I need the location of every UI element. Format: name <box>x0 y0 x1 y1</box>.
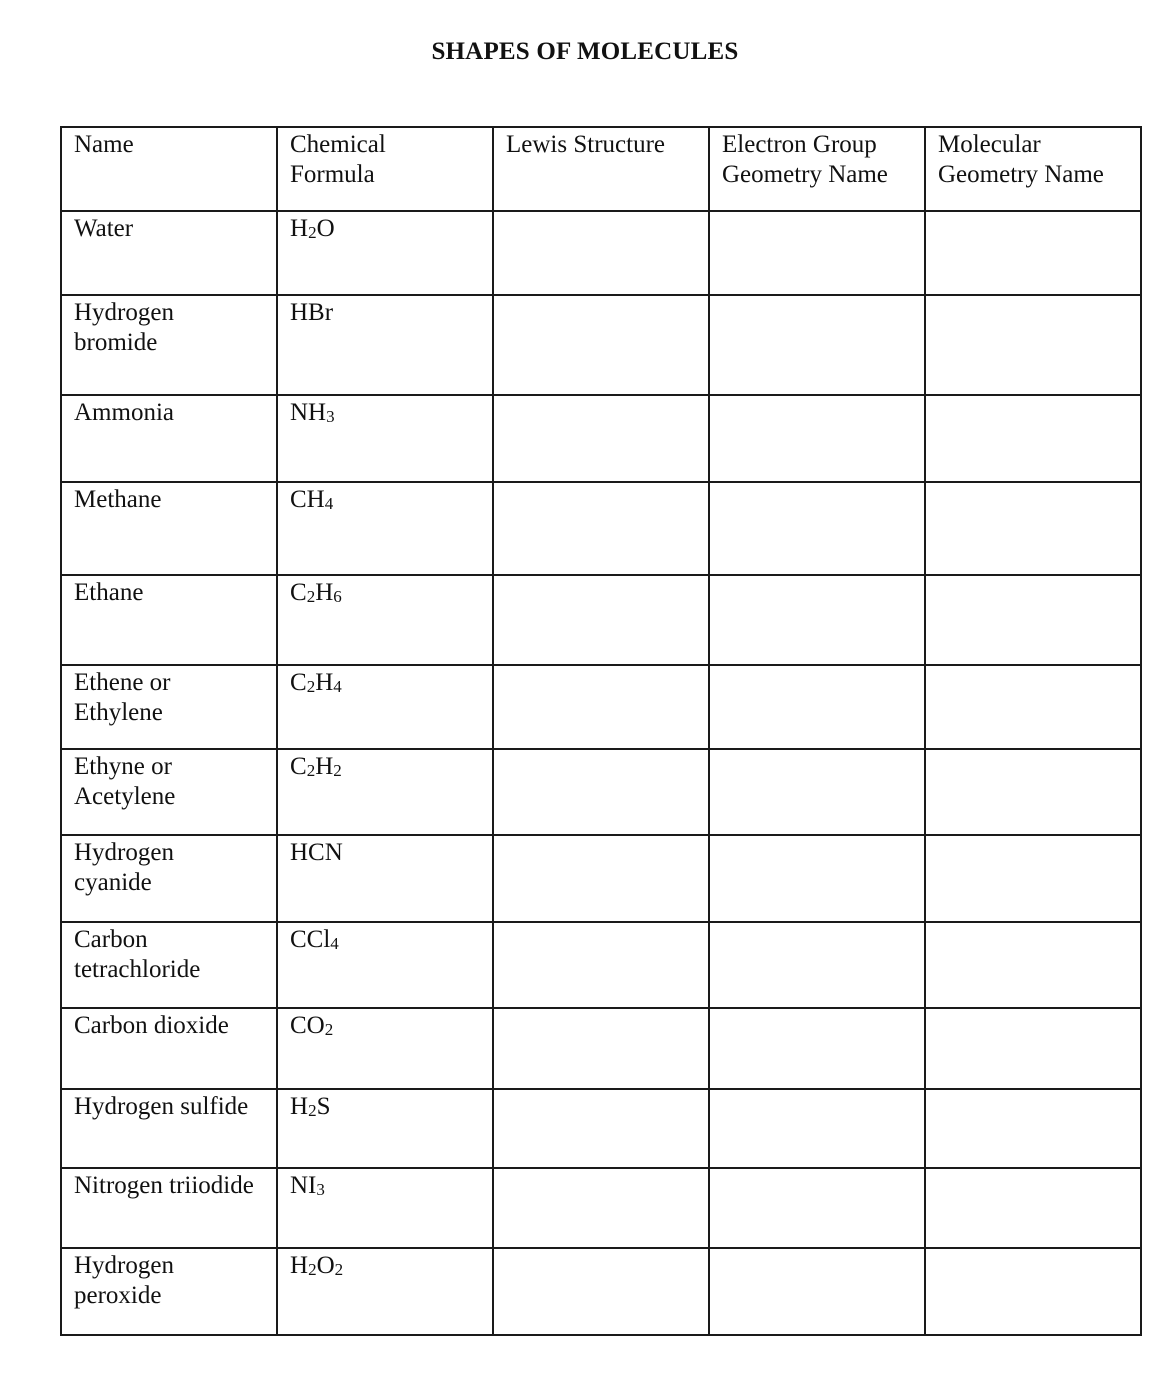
name-line2: peroxide <box>74 1282 162 1309</box>
molecules-table <box>60 126 1142 1336</box>
cell-formula <box>277 835 493 922</box>
cell-electron-geometry[interactable] <box>709 1008 925 1089</box>
cell-formula <box>277 295 493 395</box>
header-electron-line2: Geometry Name <box>722 161 888 188</box>
cell-electron-geometry[interactable] <box>709 482 925 575</box>
cell-name <box>61 575 277 665</box>
formula-symbol: CCl <box>290 926 331 953</box>
cell-name <box>61 749 277 835</box>
header-lewis-structure <box>493 127 709 211</box>
formula-subscript: 3 <box>326 407 335 426</box>
header-row <box>61 127 1141 211</box>
cell-formula <box>277 211 493 295</box>
formula-symbol: H <box>290 1093 309 1120</box>
header-name <box>61 127 277 211</box>
table-row <box>61 482 1141 575</box>
name-line1: Water <box>74 215 134 242</box>
formula-subscript: 2 <box>308 223 317 242</box>
cell-formula <box>277 575 493 665</box>
cell-name <box>61 395 277 482</box>
cell-molecular-geometry[interactable] <box>925 211 1141 295</box>
cell-molecular-geometry[interactable] <box>925 575 1141 665</box>
name-line1: Ethene or <box>74 669 171 696</box>
formula-symbol: O <box>316 1252 335 1279</box>
formula-symbol: H <box>315 579 334 606</box>
cell-lewis-structure[interactable] <box>493 1089 709 1168</box>
table-row <box>61 749 1141 835</box>
cell-electron-geometry[interactable] <box>709 211 925 295</box>
formula-symbol: H <box>315 669 334 696</box>
table-row <box>61 835 1141 922</box>
cell-lewis-structure[interactable] <box>493 482 709 575</box>
cell-formula <box>277 482 493 575</box>
cell-lewis-structure[interactable] <box>493 922 709 1008</box>
cell-electron-geometry[interactable] <box>709 395 925 482</box>
cell-lewis-structure[interactable] <box>493 575 709 665</box>
table-row <box>61 575 1141 665</box>
cell-name <box>61 295 277 395</box>
cell-electron-geometry[interactable] <box>709 749 925 835</box>
formula-subscript: 3 <box>316 1180 325 1199</box>
cell-name <box>61 1089 277 1168</box>
table-row <box>61 1168 1141 1248</box>
formula-subscript: 4 <box>333 677 342 696</box>
cell-formula <box>277 1089 493 1168</box>
cell-formula <box>277 1008 493 1089</box>
header-electron-line1: Electron Group <box>722 131 877 158</box>
formula-subscript: 2 <box>306 677 316 696</box>
name-line2: bromide <box>74 329 158 356</box>
table-row <box>61 665 1141 749</box>
cell-formula <box>277 395 493 482</box>
formula-subscript: 2 <box>333 761 342 780</box>
cell-molecular-geometry[interactable] <box>925 1168 1141 1248</box>
page-title: SHAPES OF MOLECULES <box>431 38 739 65</box>
formula-subscript: 2 <box>306 761 316 780</box>
header-molecular-line1: Molecular <box>938 131 1041 158</box>
cell-lewis-structure[interactable] <box>493 1248 709 1335</box>
cell-lewis-structure[interactable] <box>493 665 709 749</box>
formula-symbol: H <box>315 753 334 780</box>
formula-subscript: 2 <box>306 587 316 606</box>
formula-symbol: O <box>316 215 335 242</box>
name-line1: Hydrogen <box>74 839 174 866</box>
formula-symbol: CH <box>290 486 325 513</box>
cell-formula <box>277 749 493 835</box>
cell-lewis-structure[interactable] <box>493 395 709 482</box>
cell-name <box>61 482 277 575</box>
cell-formula <box>277 922 493 1008</box>
table-row <box>61 211 1141 295</box>
cell-name <box>61 1248 277 1335</box>
cell-name <box>61 1168 277 1248</box>
cell-name <box>61 835 277 922</box>
name-line2: Ethylene <box>74 699 163 726</box>
table-row <box>61 395 1141 482</box>
name-line1: Methane <box>74 486 162 513</box>
cell-lewis-structure[interactable] <box>493 1168 709 1248</box>
name-line1: Hydrogen <box>74 299 174 326</box>
cell-electron-geometry[interactable] <box>709 575 925 665</box>
table-row <box>61 1008 1141 1089</box>
formula-subscript: 2 <box>308 1260 317 1279</box>
cell-electron-geometry[interactable] <box>709 1168 925 1248</box>
formula-symbol: NI <box>290 1172 317 1199</box>
table-row <box>61 295 1141 395</box>
cell-lewis-structure[interactable] <box>493 835 709 922</box>
cell-molecular-geometry[interactable] <box>925 482 1141 575</box>
cell-molecular-geometry[interactable] <box>925 922 1141 1008</box>
name-line1: Hydrogen sulfide <box>74 1093 249 1120</box>
cell-lewis-structure[interactable] <box>493 1008 709 1089</box>
cell-molecular-geometry[interactable] <box>925 395 1141 482</box>
name-line1: Ethane <box>74 579 144 606</box>
cell-name <box>61 1008 277 1089</box>
cell-molecular-geometry[interactable] <box>925 835 1141 922</box>
header-molecular-geometry <box>925 127 1141 211</box>
formula-symbol: HCN <box>290 839 343 866</box>
formula-subscript: 2 <box>324 1020 334 1039</box>
table-row <box>61 1248 1141 1335</box>
header-formula-line2: Formula <box>290 161 375 188</box>
formula-symbol: H <box>290 1252 309 1279</box>
formula-symbol: HBr <box>290 299 334 326</box>
cell-name <box>61 211 277 295</box>
name-line1: Carbon <box>74 926 148 953</box>
name-line2: Acetylene <box>74 783 176 810</box>
table-row <box>61 1089 1141 1168</box>
header-name-line1: Name <box>74 131 134 158</box>
cell-molecular-geometry[interactable] <box>925 749 1141 835</box>
name-line1: Nitrogen triiodide <box>74 1172 254 1199</box>
cell-electron-geometry[interactable] <box>709 295 925 395</box>
formula-subscript: 4 <box>324 494 334 513</box>
formula-symbol: C <box>290 579 307 606</box>
name-line1: Ethyne or <box>74 753 172 780</box>
name-line1: Carbon dioxide <box>74 1012 229 1039</box>
name-line2: cyanide <box>74 869 152 896</box>
cell-electron-geometry[interactable] <box>709 922 925 1008</box>
cell-name <box>61 922 277 1008</box>
cell-electron-geometry[interactable] <box>709 1089 925 1168</box>
formula-subscript: 4 <box>330 934 339 953</box>
cell-molecular-geometry[interactable] <box>925 295 1141 395</box>
cell-formula <box>277 1248 493 1335</box>
header-molecular-line2: Geometry Name <box>938 161 1104 188</box>
cell-molecular-geometry[interactable] <box>925 665 1141 749</box>
cell-formula <box>277 665 493 749</box>
cell-lewis-structure[interactable] <box>493 749 709 835</box>
header-formula-line1: Chemical <box>290 131 386 158</box>
formula-symbol: CO <box>290 1012 325 1039</box>
cell-molecular-geometry[interactable] <box>925 1248 1141 1335</box>
cell-lewis-structure[interactable] <box>493 295 709 395</box>
name-line1: Ammonia <box>74 399 174 426</box>
cell-molecular-geometry[interactable] <box>925 1089 1141 1168</box>
table-row <box>61 922 1141 1008</box>
cell-lewis-structure[interactable] <box>493 211 709 295</box>
formula-symbol: S <box>316 1093 331 1120</box>
cell-molecular-geometry[interactable] <box>925 1008 1141 1089</box>
formula-subscript: 2 <box>308 1101 317 1120</box>
cell-electron-geometry[interactable] <box>709 665 925 749</box>
cell-electron-geometry[interactable] <box>709 835 925 922</box>
header-electron-geometry <box>709 127 925 211</box>
name-line1: Hydrogen <box>74 1252 174 1279</box>
cell-electron-geometry[interactable] <box>709 1248 925 1335</box>
table-body <box>61 211 1141 1335</box>
formula-subscript: 6 <box>333 587 342 606</box>
formula-symbol: C <box>290 669 307 696</box>
cell-name <box>61 665 277 749</box>
formula-symbol: NH <box>290 399 327 426</box>
header-chemical-formula <box>277 127 493 211</box>
name-line2: tetrachloride <box>74 956 201 983</box>
cell-formula <box>277 1168 493 1248</box>
header-lewis-line1: Lewis Structure <box>506 131 665 158</box>
formula-subscript: 2 <box>334 1260 344 1279</box>
formula-symbol: C <box>290 753 307 780</box>
formula-symbol: H <box>290 215 309 242</box>
